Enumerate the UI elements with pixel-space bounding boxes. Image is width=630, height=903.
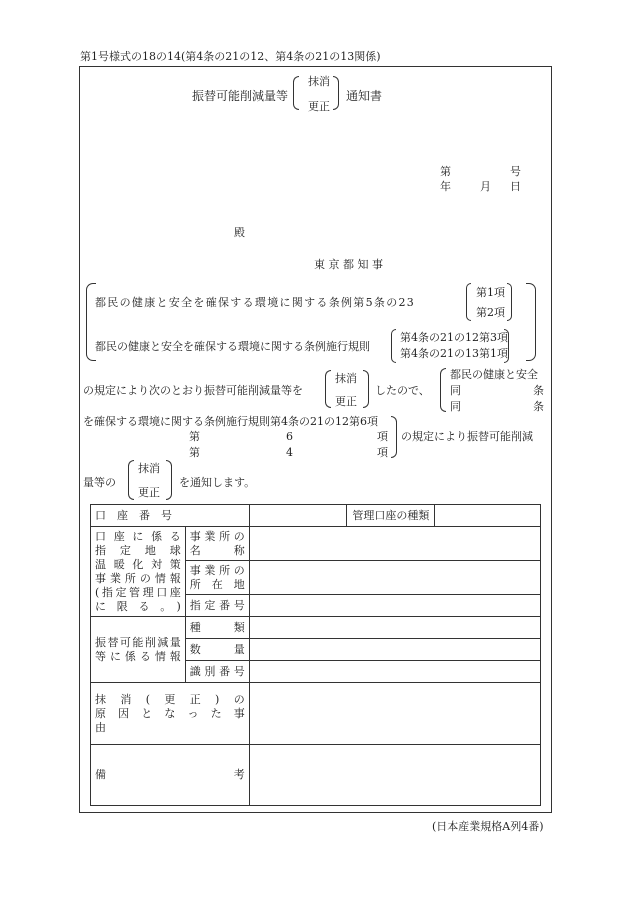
reason-value[interactable]: [249, 683, 540, 745]
body-para3-after: を通知します。: [179, 476, 256, 489]
date-year: 年: [440, 180, 451, 193]
quantity-value[interactable]: [249, 639, 540, 661]
p1-bracket-right: [363, 370, 369, 408]
body-para2: を確保する環境に関する条例施行規則第4条の21の12第6項: [83, 415, 378, 428]
law-line-regulation: 都民の健康と安全を確保する環境に関する条例施行規則: [95, 340, 370, 353]
quantity-label: 数 量: [185, 639, 249, 661]
p3-option-correct: 更正: [138, 486, 160, 499]
p2-line3-ko: 項: [377, 446, 388, 459]
title-option-correct: 更正: [308, 100, 330, 113]
office-name-label: 事業所の 名 称: [185, 527, 249, 561]
r-bracket-left: [440, 368, 446, 412]
number-go: 号: [510, 165, 521, 178]
addressee-suffix: 殿: [234, 226, 245, 239]
body-para3-before: 量等の: [83, 476, 116, 489]
law1-option-2: 第2項: [476, 306, 505, 319]
p3-bracket-right: [166, 460, 172, 500]
date-day: 日: [510, 180, 521, 193]
p2-line3-num: 4: [286, 446, 293, 459]
bracket-right: [333, 76, 339, 110]
id-number-label: 識別番号: [185, 661, 249, 683]
info-table: [90, 504, 541, 806]
id-number-value[interactable]: [249, 661, 540, 683]
p1-option-cancel: 抹消: [335, 372, 357, 385]
p3-option-cancel: 抹消: [138, 462, 160, 475]
p2-line2-ko: 項: [377, 430, 388, 443]
kind-label: 種 類: [185, 617, 249, 639]
office-address-label: 事業所の 所在地: [185, 561, 249, 595]
law1-bracket-right: [507, 283, 512, 321]
office-address-value[interactable]: [249, 561, 540, 595]
law2-option-2: 第4条の21の13第1項: [400, 347, 508, 360]
title-option-cancel: 抹消: [308, 75, 330, 88]
designation-number-value[interactable]: [249, 595, 540, 617]
body-para1-after: したので、: [375, 384, 430, 397]
issuer: 東 京 都 知 事: [314, 258, 383, 271]
designation-number-label: 指定番号: [185, 595, 249, 617]
r-line1: 都民の健康と安全: [450, 368, 538, 381]
body-para2-after: の規定により振替可能削減: [401, 430, 533, 443]
office-name-value[interactable]: [249, 527, 540, 561]
body-para1-before: の規定により次のとおり振替可能削減量等を: [83, 384, 303, 397]
kind-value[interactable]: [249, 617, 540, 639]
law2-bracket-right: [504, 329, 509, 363]
p2-bracket-right: [391, 416, 397, 458]
law2-bracket-left: [391, 329, 396, 363]
r-line3: 同 条: [450, 400, 544, 413]
law-line-ordinance: 都民の健康と安全を確保する環境に関する条例第5条の23: [95, 296, 416, 309]
section2-label: 振替可能削減量 等に係る情報: [91, 617, 186, 683]
law1-bracket-left: [466, 283, 471, 321]
p2-line2-dai: 第: [189, 430, 200, 443]
p2-line2-num: 6: [286, 430, 293, 443]
r-line2: 同 条: [450, 384, 544, 397]
account-number-value[interactable]: [249, 505, 347, 527]
form-title-suffix: 通知書: [346, 89, 383, 103]
remarks-value[interactable]: [249, 745, 540, 806]
form-number-note: 第1号様式の18の14(第4条の21の12、第4条の21の13関係): [80, 50, 381, 63]
remarks-label: 備 考: [91, 745, 250, 806]
reason-label: 抹 消 ( 更 正 ) の 原 因 と な っ た 事 由: [91, 683, 250, 745]
account-number-label: 口 座 番 号: [91, 505, 250, 527]
paper-size-note: (日本産業規格A列4番): [432, 820, 544, 833]
law1-option-1: 第1項: [476, 286, 505, 299]
form-title-prefix: 振替可能削減量等: [192, 89, 289, 103]
p3-bracket-left: [128, 460, 134, 500]
account-type-value[interactable]: [435, 505, 541, 527]
p2-line3-dai: 第: [189, 446, 200, 459]
section1-label: 口座に係る 指定地球 温暖化対策 事業所の情報 (指定管理口座 に限る。): [91, 527, 186, 617]
law-bracket-right: [526, 283, 536, 361]
bracket-left: [293, 76, 299, 110]
p1-bracket-left: [325, 370, 331, 408]
date-month: 月: [480, 180, 491, 193]
account-type-label: 管理口座の種類: [347, 505, 435, 527]
p1-option-correct: 更正: [335, 395, 357, 408]
law2-option-1: 第4条の21の12第3項: [400, 331, 508, 344]
number-dai: 第: [440, 165, 451, 178]
